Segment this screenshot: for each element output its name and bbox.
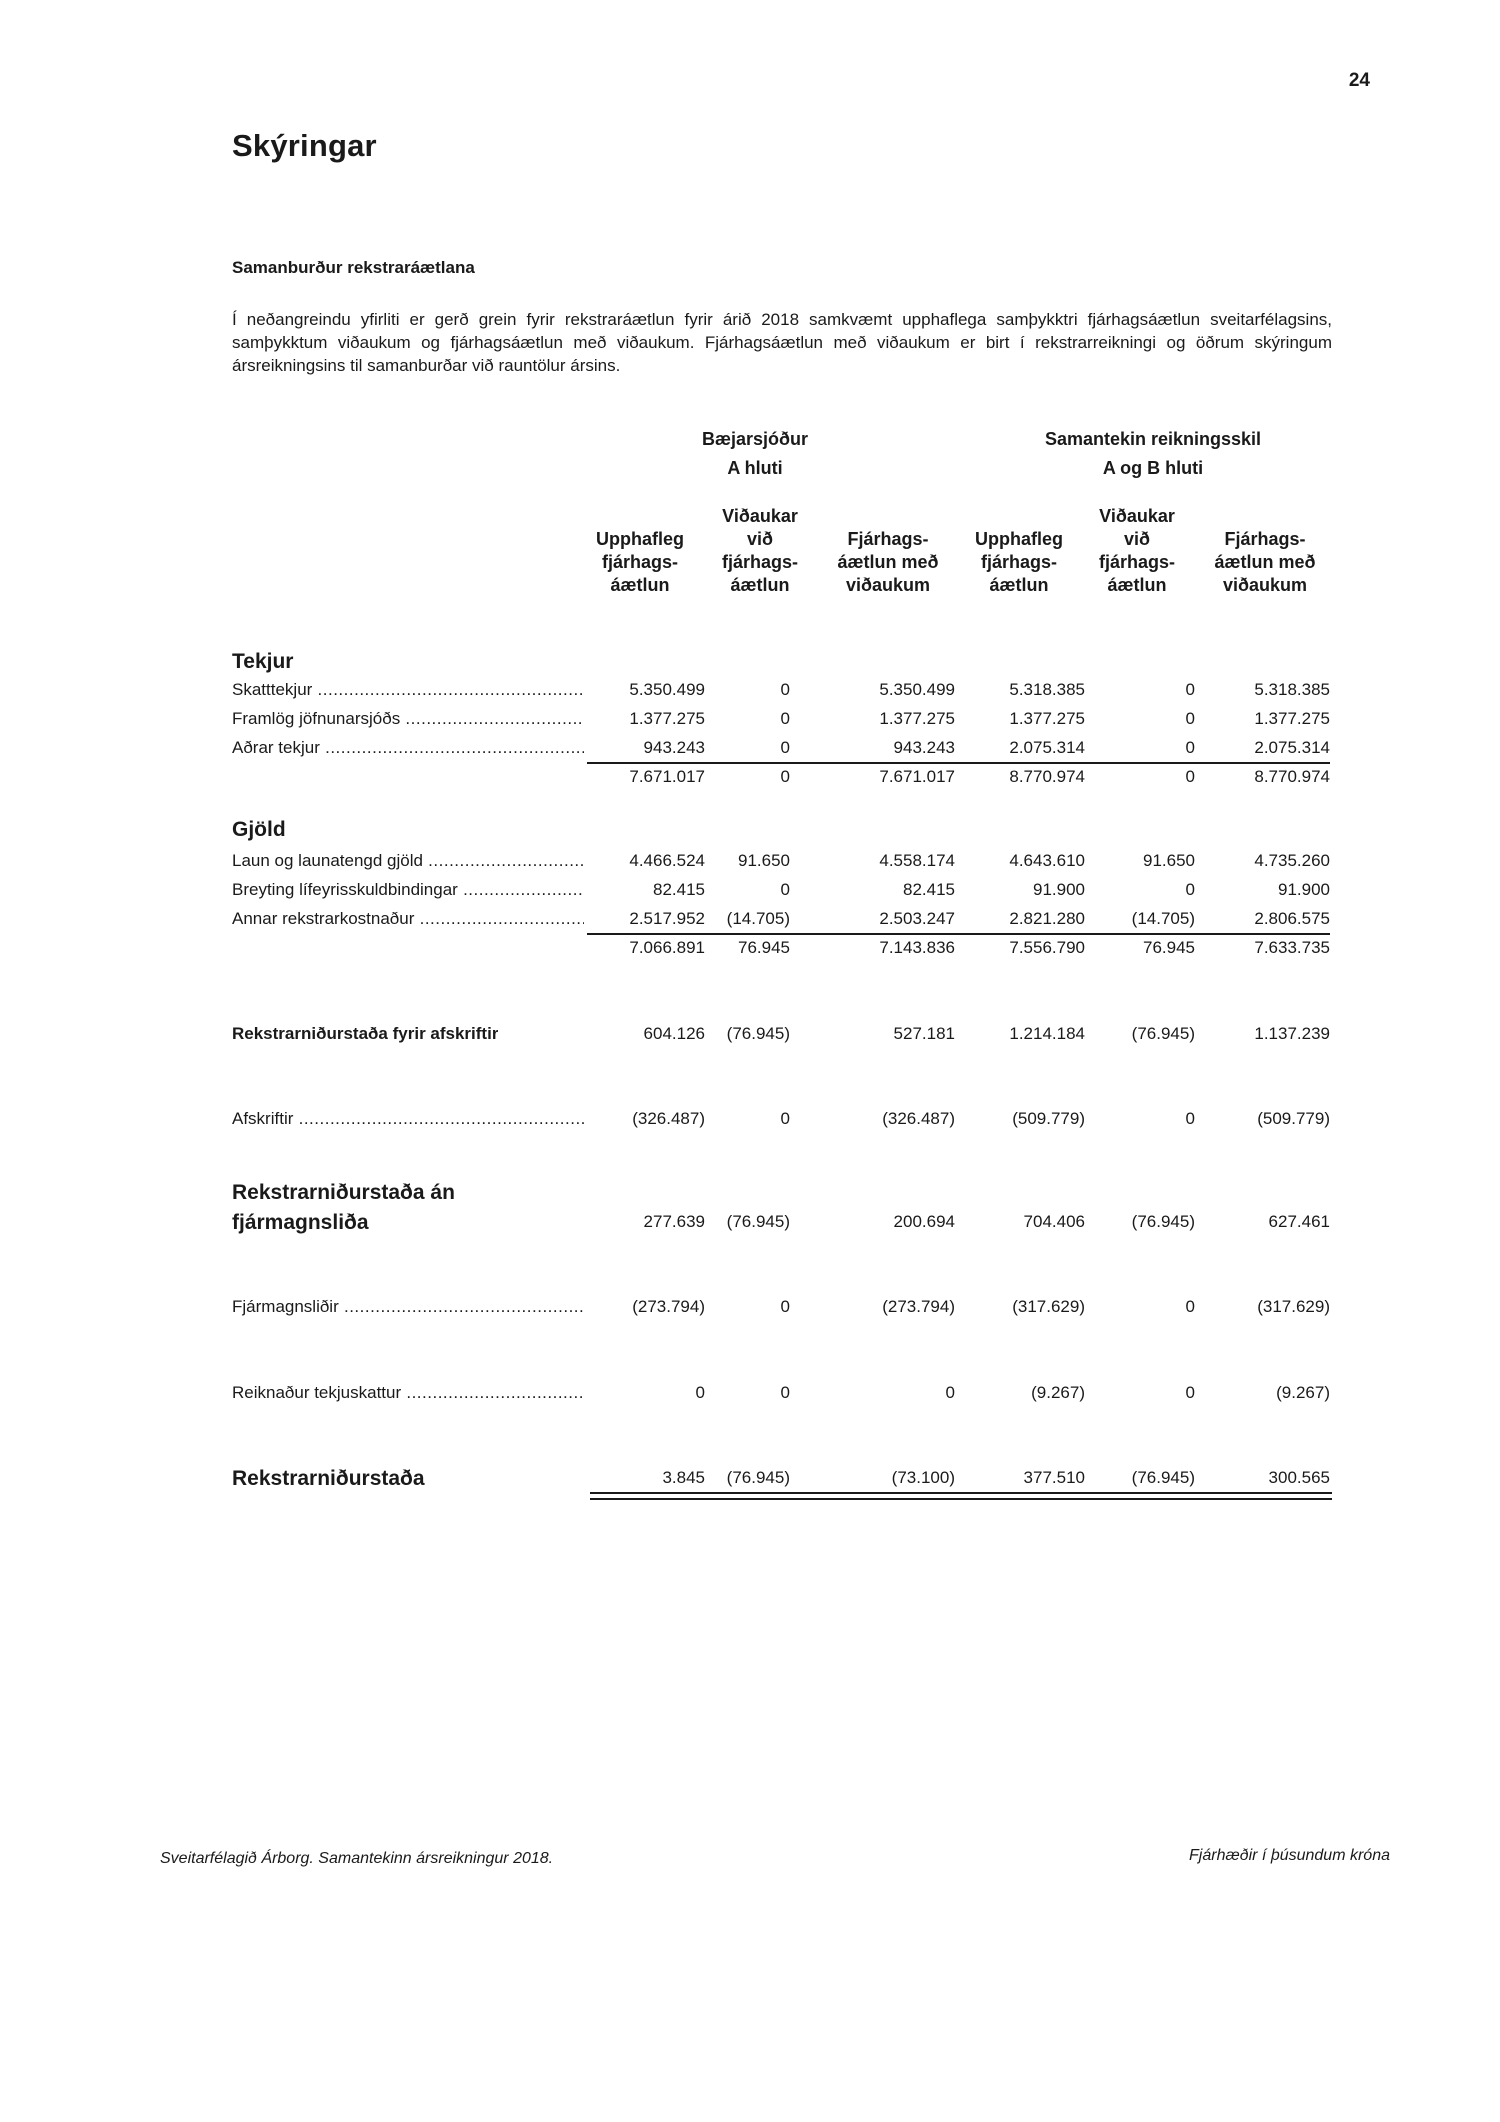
cell: 527.181 [893,1024,955,1043]
table-row [232,851,1342,875]
group-line2: A hluti [727,458,783,478]
cell: 7.671.017 [879,767,955,786]
cell: 4.558.174 [879,851,955,870]
cell: (76.945) [726,1212,790,1231]
column-header [1200,505,1330,597]
subtotal-rule [587,762,1330,764]
cell: 0 [780,738,790,757]
col-line: Fjárhags- [847,529,929,549]
table-row [232,680,1342,704]
row-label [232,1178,455,1238]
cell: 2.503.247 [879,909,955,928]
col-line: Viðaukar [1099,506,1175,526]
col-line [1200,505,1330,528]
cell: 0 [780,1297,790,1316]
col-line: Viðaukar [722,506,798,526]
cell: 0 [780,767,790,786]
cell: 0 [1185,738,1195,757]
section-title: Samanburður rekstraráætlana [232,258,475,277]
row-label: Annar rekstrarkostnaður ..... [232,909,584,929]
cell: 1.377.275 [1009,709,1085,728]
cell: 8.770.974 [1009,767,1085,786]
cell: 7.671.017 [629,767,705,786]
row-label: Fjármagnsliðir ..... [232,1297,584,1317]
cell: (76.945) [726,1024,790,1043]
cell: 4.643.610 [1009,851,1085,870]
col-line: fjárhags- [980,552,1058,572]
col-line: viðaukum [1222,575,1308,595]
cell: 0 [780,880,790,899]
cell: 5.350.499 [879,680,955,699]
cell: 0 [945,1383,955,1402]
col-line: við [746,529,773,549]
column-header [954,505,1084,597]
subtotal-rule [587,933,1330,935]
cell: 7.556.790 [1009,938,1085,957]
group-header-a-og-b-hluti [1003,425,1303,483]
row-label: Rekstrarniðurstaða [232,1467,425,1490]
row-label-line2: fjármagnsliða [232,1211,369,1234]
table-row [232,709,1342,733]
category-heading-tekjur: Tekjur [232,650,294,673]
cell: 82.415 [903,880,955,899]
cell: (73.100) [891,1468,955,1487]
cell: (509.779) [1012,1109,1085,1128]
cell: 0 [780,1109,790,1128]
cell: 4.466.524 [629,851,705,870]
cell: (326.487) [632,1109,705,1128]
cell: 2.806.575 [1254,909,1330,928]
cell: 0 [1185,1297,1195,1316]
col-line: áætlun [1107,575,1167,595]
cell: 1.377.275 [629,709,705,728]
cell: 2.821.280 [1009,909,1085,928]
col-line: við [1123,529,1150,549]
footer-document-name: Sveitarfélagið Árborg. Samantekinn ársreikningur 2018. [160,1850,554,1867]
cell: 0 [1185,1383,1195,1402]
cell: 91.900 [1278,880,1330,899]
cell: (9.267) [1031,1383,1085,1402]
cell: (76.945) [1131,1024,1195,1043]
cell: (76.945) [1131,1212,1195,1231]
column-header [1072,505,1202,597]
group-line1: Bæjarsjóður [701,429,809,449]
cell: 627.461 [1268,1212,1330,1231]
cell: 704.406 [1023,1212,1085,1231]
col-line [575,505,705,528]
cell: (273.794) [882,1297,955,1316]
col-line: fjárhags- [721,552,799,572]
table-row-total [232,938,1342,962]
cell: (76.945) [726,1468,790,1487]
col-line: Upphafleg [596,529,684,549]
cell: 5.318.385 [1254,680,1330,699]
cell: 277.639 [643,1212,705,1231]
table-row-tekjuskattur [232,1383,1342,1407]
intro-paragraph: Í neðangreindu yfirliti er gerð grein fyrir rekstraráætlun fyrir árið 2018 samkvæmt upphaflega samþykktri fjárhagsáætlun sveitarfélagsins, samþykktum viðaukum og fjárhagsáætlun með viðaukum. Fjárhagsáætlun með viðaukum er birt í rekstrarreikningi og öðrum skýringum ársreikningsins til samanburðar við rauntölur ársins. [232,310,1332,375]
row-label: Aðrar tekjur ..... [232,738,584,758]
col-line: viðaukum [845,575,931,595]
col-line: áætlun [610,575,670,595]
cell: 5.350.499 [629,680,705,699]
page-number: 24 [1348,70,1370,91]
cell: 7.143.836 [879,938,955,957]
column-header [575,505,705,597]
cell: 0 [695,1383,705,1402]
cell: 5.318.385 [1009,680,1085,699]
cell: (317.629) [1012,1297,1085,1316]
row-label: Framlög jöfnunarsjóðs ..... [232,709,584,729]
cell: 0 [1185,880,1195,899]
row-label-line1: Rekstrarniðurstaða án [232,1181,455,1204]
cell: 2.517.952 [629,909,705,928]
cell: 0 [1185,709,1195,728]
row-label: Rekstrarniðurstaða fyrir afskriftir [232,1024,499,1043]
cell: 91.650 [738,851,790,870]
cell: (9.267) [1276,1383,1330,1402]
cell: 7.066.891 [629,938,705,957]
cell: (509.779) [1257,1109,1330,1128]
table-row-ebitda [232,1024,1342,1048]
column-header [695,505,825,597]
cell: 1.377.275 [1254,709,1330,728]
cell: 1.214.184 [1009,1024,1085,1043]
table-row [232,880,1342,904]
cell: 91.900 [1033,880,1085,899]
cell: 0 [1185,767,1195,786]
cell: 0 [1185,680,1195,699]
double-underline-rule [590,1492,1332,1500]
col-line: áætlun [989,575,1049,595]
footer-currency-note: Fjárhæðir í þúsundum króna [1189,1847,1390,1864]
cell: (317.629) [1257,1297,1330,1316]
cell: 82.415 [653,880,705,899]
cell: 2.075.314 [1009,738,1085,757]
table-row-total [232,767,1342,791]
table-row-ebit [232,1178,1342,1242]
row-label: Reiknaður tekjuskattur ..... [232,1383,584,1403]
cell: 377.510 [1023,1468,1085,1487]
table-row [232,738,1342,762]
col-line: áætlun með [837,552,939,572]
table-row-afskriftir [232,1109,1342,1133]
col-line: fjárhags- [601,552,679,572]
cell: (14.705) [726,909,790,928]
cell: 7.633.735 [1254,938,1330,957]
col-line [823,505,953,528]
cell: (273.794) [632,1297,705,1316]
cell: 1.137.239 [1254,1024,1330,1043]
cell: 76.945 [1143,938,1195,957]
cell: 1.377.275 [879,709,955,728]
col-line: áætlun með [1214,552,1316,572]
cell: 76.945 [738,938,790,957]
cell: 943.243 [643,738,705,757]
row-label: Skatttekjur ..... [232,680,584,700]
group-line1: Samantekin reikningsskil [1044,429,1262,449]
cell: 91.650 [1143,851,1195,870]
col-line: fjárhags- [1098,552,1176,572]
table-row [232,909,1342,933]
cell: 8.770.974 [1254,767,1330,786]
cell: (326.487) [882,1109,955,1128]
col-line: Fjárhags- [1224,529,1306,549]
col-line: Upphafleg [975,529,1063,549]
cell: 0 [780,1383,790,1402]
page-title: Skýringar [232,128,377,163]
table-row-net-result [232,1464,1342,1494]
cell: (14.705) [1131,909,1195,928]
table-row-fjarmagnslidir [232,1297,1342,1321]
column-header [823,505,953,597]
cell: 3.845 [662,1468,705,1487]
cell: 0 [780,709,790,728]
row-label: Afskriftir ..... [232,1109,584,1129]
cell: 4.735.260 [1254,851,1330,870]
cell: 300.565 [1268,1468,1330,1487]
col-line: áætlun [730,575,790,595]
cell: 604.126 [643,1024,705,1043]
cell: 943.243 [893,738,955,757]
group-header-a-hluti [630,425,880,483]
group-line2: A og B hluti [1102,458,1204,478]
cell: 0 [1185,1109,1195,1128]
cell: (76.945) [1131,1468,1195,1487]
cell: 2.075.314 [1254,738,1330,757]
row-label: Laun og launatengd gjöld ..... [232,851,584,871]
cell: 200.694 [893,1212,955,1231]
cell: 0 [780,680,790,699]
category-heading-gjold: Gjöld [232,818,286,841]
row-label: Breyting lífeyrisskuldbindingar ..... [232,880,584,900]
col-line [954,505,1084,528]
